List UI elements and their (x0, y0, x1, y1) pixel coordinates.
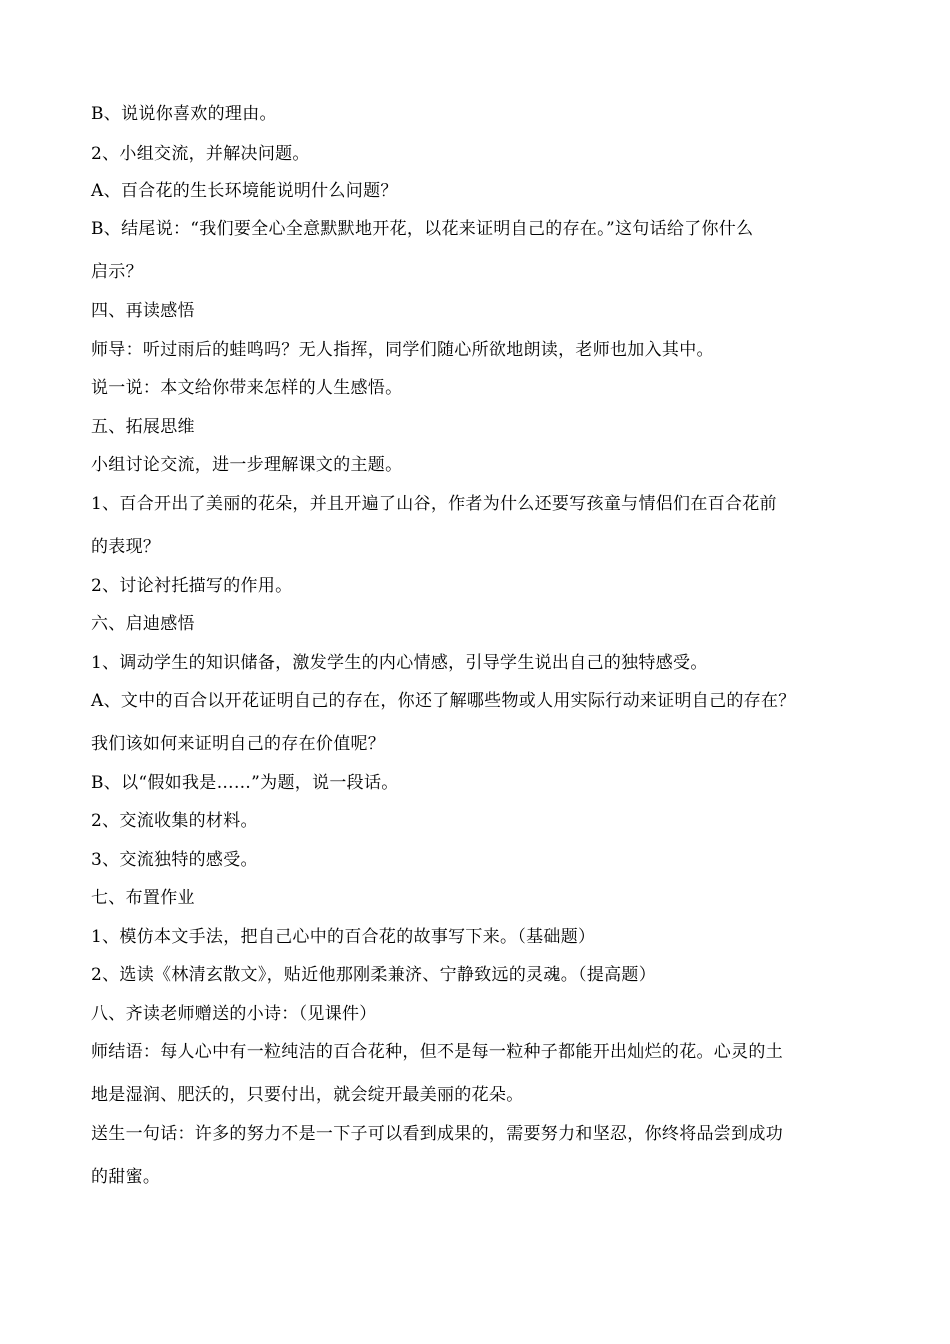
text-line: 送生一句话：许多的努力不是一下子可以看到成果的，需要努力和坚忍，你终将品尝到成功 (91, 1124, 783, 1144)
section-heading: 五、拓展思维 (91, 417, 195, 437)
text-line: 2、讨论衬托描写的作用。 (91, 576, 293, 596)
text-line: 师导：听过雨后的蛙鸣吗？无人指挥，同学们随心所欲地朗读，老师也加入其中。 (91, 340, 714, 360)
text-line: 地是湿润、肥沃的，只要付出，就会绽开最美丽的花朵。 (91, 1085, 524, 1105)
text-line: B、说说你喜欢的理由。 (91, 104, 277, 124)
text-line: 的表现？ (91, 537, 161, 557)
text-line: 2、交流收集的材料。 (91, 811, 258, 831)
section-heading: 六、启迪感悟 (91, 614, 195, 634)
text-line: 2、选读《林清玄散文》，贴近他那刚柔兼济、宁静致远的灵魂。（提高题） (91, 965, 657, 985)
text-line: B、以“假如我是……”为题，说一段话。 (91, 773, 399, 793)
text-line: A、文中的百合以开花证明自己的存在，你还了解哪些物或人用实际行动来证明自己的存在？ (91, 691, 796, 711)
section-heading: 七、布置作业 (91, 888, 195, 908)
section-heading: 八、齐读老师赠送的小诗：（见课件） (91, 1004, 377, 1024)
text-line: 1、模仿本文手法，把自己心中的百合花的故事写下来。（基础题） (91, 927, 596, 947)
text-line: 1、调动学生的知识储备，激发学生的内心情感，引导学生说出自己的独特感受。 (91, 653, 708, 673)
text-line: 师结语：每人心中有一粒纯洁的百合花种，但不是每一粒种子都能开出灿烂的花。心灵的土 (91, 1042, 783, 1062)
text-line: 小组讨论交流，进一步理解课文的主题。 (91, 455, 403, 475)
text-line: 2、小组交流，并解决问题。 (91, 144, 310, 164)
text-line: 启示？ (91, 262, 143, 282)
text-line: A、百合花的生长环境能说明什么问题？ (91, 181, 398, 201)
text-line: 1、百合开出了美丽的花朵，并且开遍了山谷，作者为什么还要写孩童与情侣们在百合花前 (91, 494, 777, 514)
text-line: 说一说：本文给你带来怎样的人生感悟。 (91, 378, 403, 398)
text-line: 我们该如何来证明自己的存在价值呢？ (91, 734, 386, 754)
section-heading: 四、再读感悟 (91, 301, 195, 321)
text-line: B、结尾说：“我们要全心全意默默地开花，以花来证明自己的存在。”这句话给了你什么 (91, 219, 754, 239)
text-line: 3、交流独特的感受。 (91, 850, 258, 870)
text-line: 的甜蜜。 (91, 1167, 161, 1187)
